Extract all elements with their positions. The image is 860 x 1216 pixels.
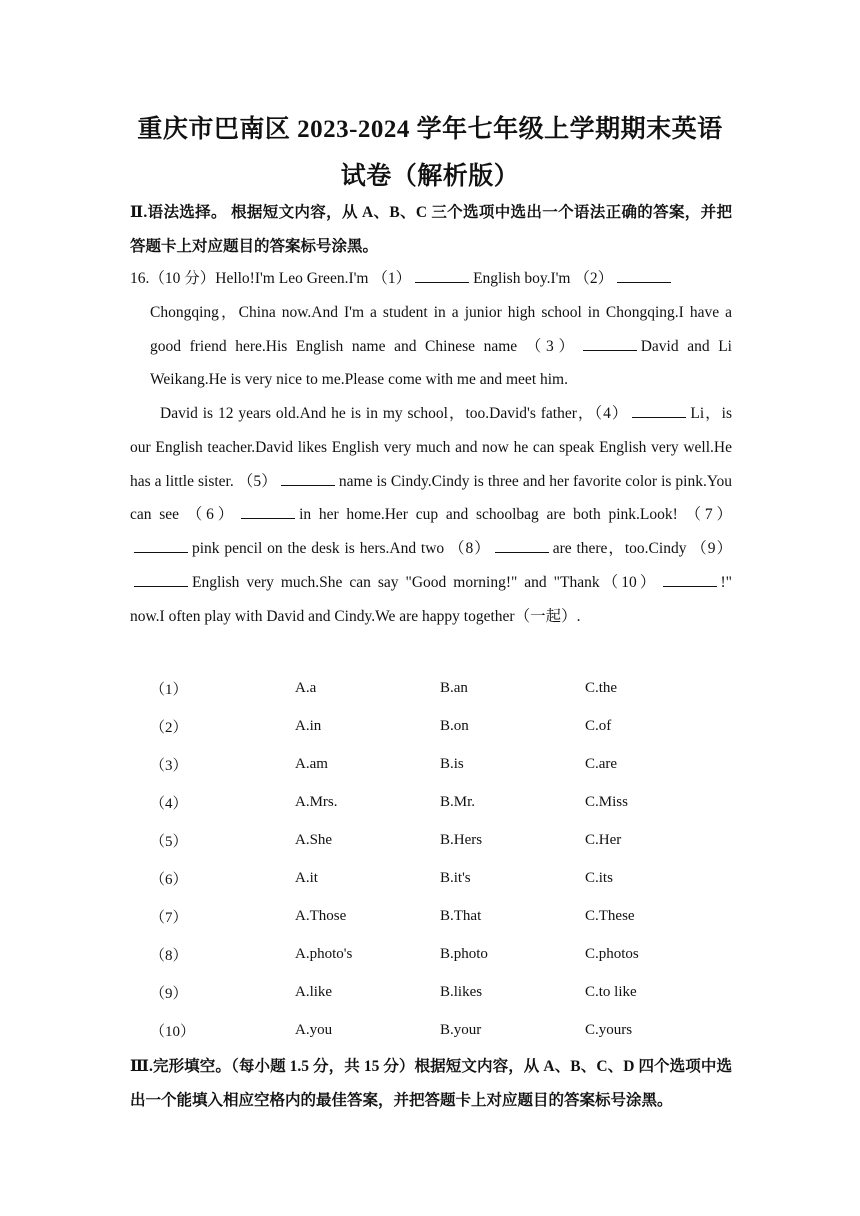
option-row <box>150 859 710 897</box>
option-c[interactable]: C.its <box>585 870 613 887</box>
blank-8[interactable] <box>495 538 549 553</box>
p2-part-g: English very much.She can say "Good morning!" and "Thank（10） <box>192 573 659 591</box>
option-a[interactable]: A.you <box>295 1022 333 1039</box>
option-b[interactable]: B.photo <box>440 946 488 963</box>
blank-9[interactable] <box>134 572 188 587</box>
p2-part-b: Li，is our English teacher.David likes English very much and now he can speak English very well.He has a little sister. （5） <box>130 405 732 490</box>
option-b[interactable]: B.your <box>440 1022 482 1039</box>
option-a[interactable]: A.am <box>295 755 328 772</box>
option-a[interactable]: A.it <box>295 870 318 887</box>
question-16-paragraph-2 <box>130 397 732 634</box>
section-3-heading: Ⅲ.完形填空。（每小题 1.5 分，共 15 分）根据短文内容，从 A、B、C、D 四个选项中选出一个能填入相应空格内的最佳答案，并把答题卡上对应题目的答案标号涂黑。 <box>130 1058 732 1109</box>
option-a[interactable]: A.She <box>295 831 333 848</box>
question-16-seg2: Chongqing，China now.And I'm a student in a junior high school in Chongqing.I have a good friend here.His English name and Chinese name （3） <box>150 303 732 355</box>
option-row <box>150 936 710 974</box>
p2-part-e: pink pencil on the desk is hers.And two （8） <box>192 540 491 558</box>
option-b[interactable]: B.is <box>440 755 464 772</box>
option-row <box>150 898 710 936</box>
blank-10[interactable] <box>663 572 717 587</box>
p2-part-c: name is Cindy.Cindy is three and her favorite color is pink.You can see （6） <box>130 472 732 524</box>
option-a[interactable]: A.a <box>295 679 317 696</box>
option-number: （9） <box>150 986 188 1003</box>
option-c[interactable]: C.Her <box>585 831 622 848</box>
section-2-heading: Ⅱ.语法选择。 根据短文内容，从 A、B、C 三个选项中选出一个语法正确的答案，并把答题卡上对应题目的答案标号涂黑。 <box>130 204 732 255</box>
option-a[interactable]: A.photo's <box>295 946 353 963</box>
option-number: （4） <box>150 795 188 812</box>
question-16-stem-lead: 16.（10 分）Hello!I'm Leo Green.I'm （1） <box>130 270 412 287</box>
option-b[interactable]: B.Hers <box>440 831 483 848</box>
option-number: （2） <box>150 719 188 736</box>
option-row <box>150 974 710 1012</box>
option-row <box>150 783 710 821</box>
option-a[interactable]: A.Mrs. <box>295 793 338 810</box>
blank-7[interactable] <box>134 538 188 553</box>
p2-part-f: are there，too.Cindy （9） <box>552 540 732 558</box>
question-16-seg1: English boy.I'm （2） <box>473 270 614 287</box>
blank-3[interactable] <box>583 336 637 351</box>
options-table <box>150 669 710 1050</box>
option-number: （10） <box>150 1024 196 1041</box>
option-b[interactable]: B.it's <box>440 870 471 887</box>
option-c[interactable]: C.photos <box>585 946 639 963</box>
question-16-paragraph-1 <box>130 262 732 397</box>
blank-2[interactable] <box>617 268 671 283</box>
option-row <box>150 1012 710 1050</box>
option-number: （8） <box>150 948 188 965</box>
blank-5[interactable] <box>281 471 335 486</box>
option-row <box>150 745 710 783</box>
p2-part-a: David is 12 years old.And he is in my school，too.David's father，（4） <box>160 405 629 422</box>
option-row <box>150 821 710 859</box>
option-c[interactable]: C.Miss <box>585 793 628 810</box>
blank-6[interactable] <box>241 504 295 519</box>
option-number: （6） <box>150 872 188 889</box>
question-16-first-line <box>130 262 732 296</box>
option-row <box>150 707 710 745</box>
option-a[interactable]: A.like <box>295 984 333 1001</box>
option-b[interactable]: B.an <box>440 679 468 696</box>
option-c[interactable]: C.of <box>585 717 612 734</box>
option-b[interactable]: B.likes <box>440 984 483 1001</box>
option-number: （1） <box>150 681 188 698</box>
question-16-continuation <box>130 296 732 397</box>
option-b[interactable]: B.Mr. <box>440 793 476 810</box>
option-number: （7） <box>150 910 188 927</box>
question-16-seg3: David and Li Weikang.He is very nice to me.Please come with me and meet him. <box>150 337 732 389</box>
option-number: （5） <box>150 833 188 850</box>
option-a[interactable]: A.in <box>295 717 322 734</box>
option-number: （3） <box>150 757 188 774</box>
option-c[interactable]: C.These <box>585 908 635 925</box>
option-c[interactable]: C.to like <box>585 984 637 1001</box>
option-c[interactable]: C.are <box>585 755 618 772</box>
p2-part-d: in her home.Her cup and schoolbag are both pink.Look! （7） <box>299 506 732 524</box>
option-c[interactable]: C.the <box>585 679 618 696</box>
page-title: 重庆市巴南区 2023-2024 学年七年级上学期期末英语试卷（解析版） <box>137 116 723 190</box>
option-b[interactable]: B.on <box>440 717 469 734</box>
blank-1[interactable] <box>415 268 469 283</box>
option-b[interactable]: B.That <box>440 908 482 925</box>
p2-part-h: !" now.I often play with David and Cindy.We are happy together（一起）. <box>130 573 732 625</box>
option-row <box>150 669 710 707</box>
option-c[interactable]: C.yours <box>585 1022 633 1039</box>
option-a[interactable]: A.Those <box>295 908 347 925</box>
blank-4[interactable] <box>632 403 686 418</box>
